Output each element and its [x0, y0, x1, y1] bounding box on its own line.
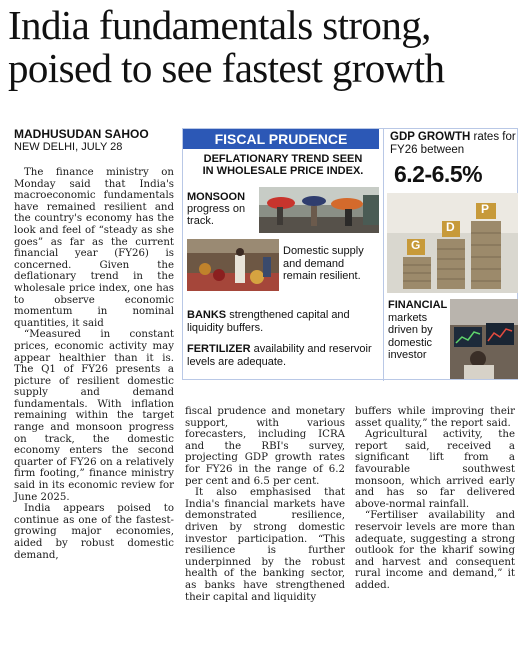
- market-photo: [187, 239, 279, 291]
- supply-text: Domestic supply and demand remain resilient.: [283, 245, 364, 282]
- paragraph: India appears poised to continue as one of the fastest-growing major economies, aided by robust domestic demand,: [14, 503, 174, 561]
- paragraph: “Measured in constant prices, economic activity may appear healthier than it is. The Q1 of FY26 presents a picture of resilient domestic supply and demand fundamentals. With inflation remaining within the target range and monsoon progress on track, the domestic economy enters the second quarter of FY26 on a relatively firm footing,” finance ministry said in its economic review for June 2025.: [14, 329, 174, 503]
- article-column-3: [355, 406, 515, 592]
- financial-caption: [388, 299, 448, 362]
- gdp-label: GDP GROWTH: [390, 131, 471, 143]
- article-column-1: [14, 167, 174, 561]
- gdp-panel: [383, 129, 519, 381]
- financial-text: markets driven by domestic investor: [388, 311, 433, 361]
- paragraph: buffers while improving their asset quality,” the report said.: [355, 406, 515, 429]
- banks-caption: [187, 309, 379, 334]
- dateline: NEW DELHI, JULY 28: [14, 141, 123, 153]
- gdp-letter-g: G: [411, 238, 421, 252]
- monsoon-label: MONSOON: [187, 191, 246, 203]
- deflation-text: DEFLATIONARY TREND SEEN IN WHOLESALE PRICE INDEX.: [202, 153, 364, 177]
- paragraph: The finance ministry on Monday said that India's macroeconomic fundamentals have remained resilient and the country's economy has the look and feel of “steady as she goes” as far as the current financial year (FY26) is concerned. Given the deflationary trend in the wholesale price index, one has to observe economic momentum in nominal quantities, it said: [14, 167, 174, 329]
- fertilizer-label: FERTILIZER: [187, 343, 251, 355]
- fertilizer-caption: [187, 343, 379, 368]
- fertilizer-text: availability and reservoir levels are adequate.: [187, 343, 372, 368]
- gdp-letter-d: D: [446, 220, 455, 234]
- monsoon-photo: [259, 187, 379, 233]
- deflation-caption: [197, 153, 369, 177]
- banks-text: strengthened capital and liquidity buffers.: [187, 309, 350, 334]
- banks-label: BANKS: [187, 309, 227, 321]
- paragraph: “Fertiliser availability and reservoir levels are more than adequate, suggesting a strong outlook for the kharif sowing and harvest and consequent rural income and demand,” it added.: [355, 510, 515, 591]
- monsoon-text: progress on track.: [187, 203, 246, 227]
- gdp-range: 6.2-6.5%: [394, 161, 483, 187]
- gdp-letter-p: P: [481, 202, 490, 216]
- monsoon-caption: [187, 191, 257, 227]
- byline: MADHUSUDAN SAHOO: [14, 127, 149, 141]
- headline: India fundamentals strong, poised to see fastest growth: [8, 2, 445, 91]
- gdp-caption: [390, 131, 518, 157]
- gdp-text: rates for FY26 between: [390, 131, 516, 156]
- paragraph: fiscal prudence and monetary support, with various forecasters, including ICRA and the RBI's survey, projecting GDP growth rates for FY26 in the range of 6.2 per cent and 6.5 per cent.: [185, 406, 345, 487]
- investor-photo: [450, 299, 518, 379]
- paragraph: Agricultural activity, the report said, received a significant lift from a favourable southwest monsoon, which arrived early and has so far delivered above-normal rainfall.: [355, 429, 515, 510]
- supply-caption: [283, 245, 379, 283]
- financial-label: FINANCIAL: [388, 299, 448, 311]
- article-column-2: [185, 406, 345, 603]
- infographic-title: FISCAL PRUDENCE: [183, 129, 379, 149]
- gdp-coins-photo: [387, 193, 518, 293]
- paragraph: It also emphasised that India's financial markets have demonstrated resilience, driven by strong domestic investor participation. “This resilience is further underpinned by the robust health of the banking sector, as banks have strengthened their capital and liquidity: [185, 487, 345, 603]
- fiscal-prudence-infographic: [182, 128, 518, 380]
